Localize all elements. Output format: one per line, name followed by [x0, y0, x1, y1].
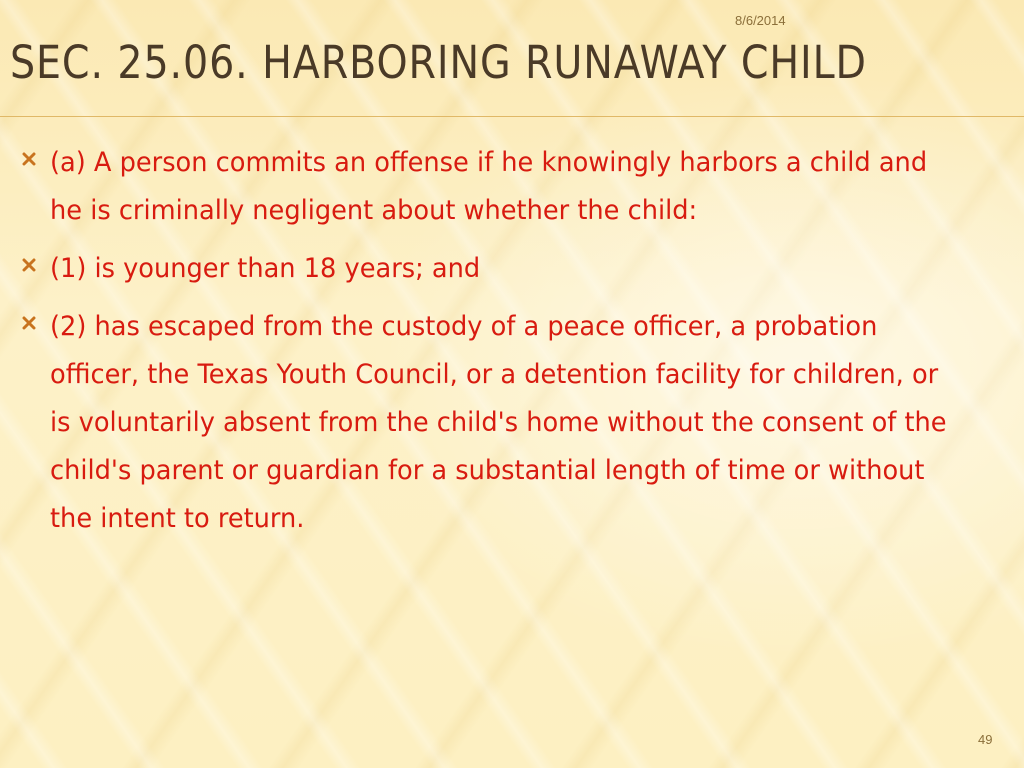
bullet-list	[18, 139, 1008, 553]
page-number: 49	[978, 732, 993, 747]
bullet-item-1	[18, 245, 1008, 293]
slide-title: SEC. 25.06. HARBORING RUNAWAY CHILD	[10, 36, 867, 89]
x-mark-icon	[22, 258, 36, 272]
bullet-text: (2) has escaped from the custody of a peace officer, a probation officer, the Texas Youth Council, or a detention facility for children, or is voluntarily absent from the child's home without the consent of the child's parent or guardian for a substantial length of time or without the intent to return.	[50, 311, 947, 534]
title-divider	[0, 116, 1024, 117]
x-mark-icon	[22, 152, 36, 166]
slide-date: 8/6/2014	[735, 13, 786, 28]
x-mark-icon	[22, 316, 36, 330]
bullet-text: (1) is younger than 18 years; and	[50, 253, 481, 284]
bullet-text: (a) A person commits an offense if he knowingly harbors a child and he is criminally negligent about whether the child:	[50, 147, 928, 226]
bullet-item-a	[18, 139, 1008, 235]
bullet-item-2	[18, 303, 1008, 543]
